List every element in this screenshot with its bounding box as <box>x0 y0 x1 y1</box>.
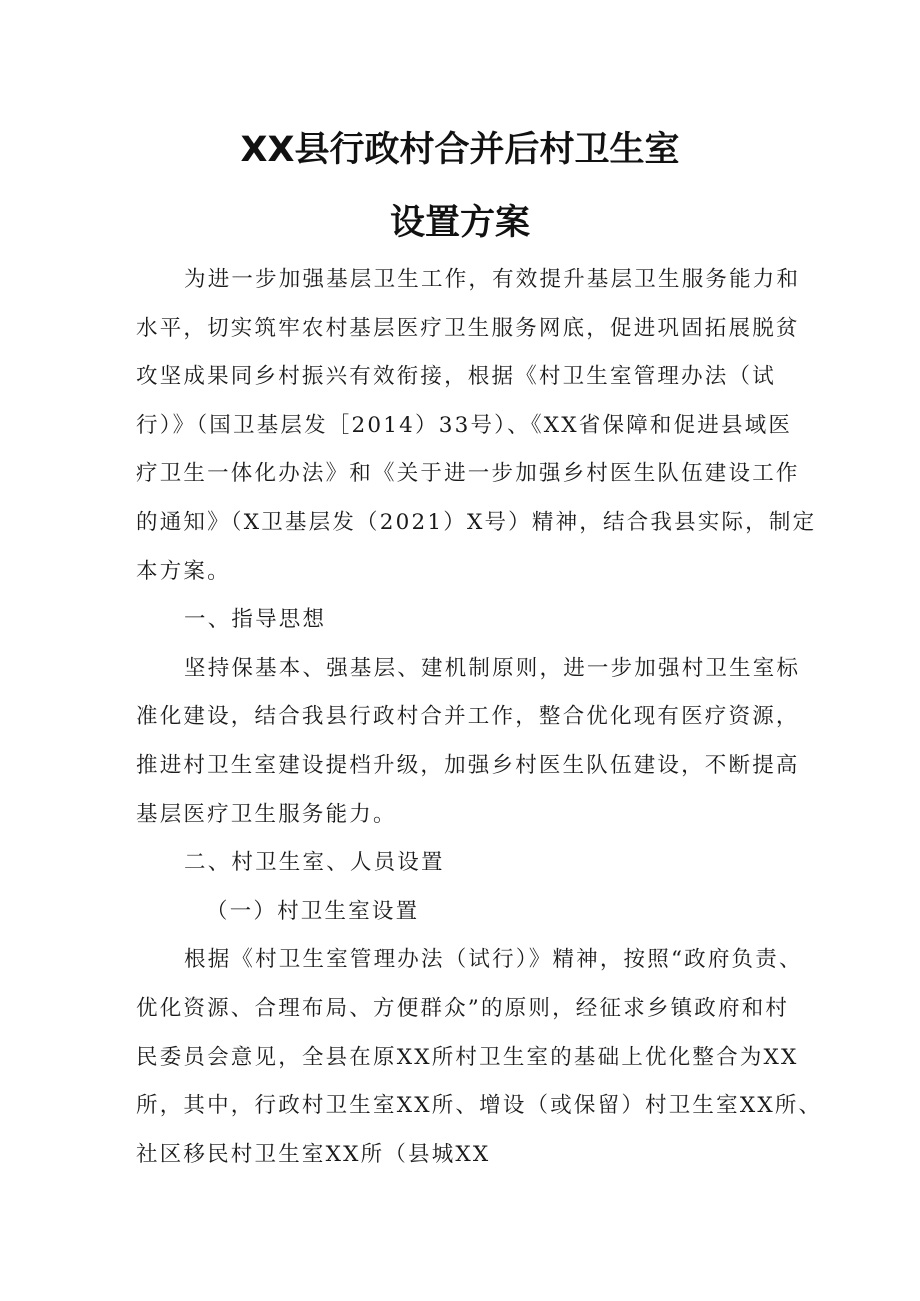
text-line: 的通知》（X卫基层发（2021）X号）精神，结合我县实际，制定 <box>136 509 817 535</box>
text-line: 民委员会意见，全县在原XX所村卫生室的基础上优化整合为XX <box>136 1044 799 1070</box>
text-line: 所，其中，行政村卫生室XX所、增设（或保留）村卫生室XX所、 <box>136 1093 823 1119</box>
text-line: 一、指导思想 <box>184 607 327 633</box>
text-line: 坚持保基本、强基层、建机制原则，进一步加强村卫生室标 <box>184 655 801 681</box>
text-line: 准化建设，结合我县行政村合并工作，整合优化现有医疗资源， <box>136 704 800 730</box>
text-line: 疗卫生一体化办法》和《关于进一步加强乡村医生队伍建设工作 <box>136 461 800 487</box>
text-line: 社区移民村卫生室XX所（县城XX <box>136 1141 491 1167</box>
document-title: XX县行政村合并后村卫生室 <box>240 130 680 170</box>
text-line: 推进村卫生室建设提档升级，加强乡村医生队伍建设，不断提高 <box>136 752 800 778</box>
document-subtitle: 设置方案 <box>389 203 530 243</box>
text-line: 攻坚成果同乡村振兴有效衔接，根据《村卫生室管理办法（试 <box>136 364 776 390</box>
text-line: 优化资源、合理布局、方便群众”的原则，经征求乡镇政府和村 <box>136 995 790 1021</box>
text-line: 水平，切实筑牢农村基层医疗卫生服务网底，促进巩固拓展脱贫 <box>136 315 800 341</box>
text-line: 基层医疗卫生服务能力。 <box>136 801 397 827</box>
text-line: 根据《村卫生室管理办法（试行）》精神，按照“政府负责、 <box>184 947 803 973</box>
text-line: 二、村卫生室、人员设置 <box>184 850 445 876</box>
text-line: 行）》（国卫基层发［2014）33号）、《XX省保障和促进县域医 <box>136 412 793 438</box>
document-body <box>136 256 823 1179</box>
text-line: 本方案。 <box>136 558 231 584</box>
text-line: （一）村卫生室设置 <box>206 898 420 924</box>
text-line: 为进一步加强基层卫生工作，有效提升基层卫生服务能力和 <box>184 267 801 292</box>
